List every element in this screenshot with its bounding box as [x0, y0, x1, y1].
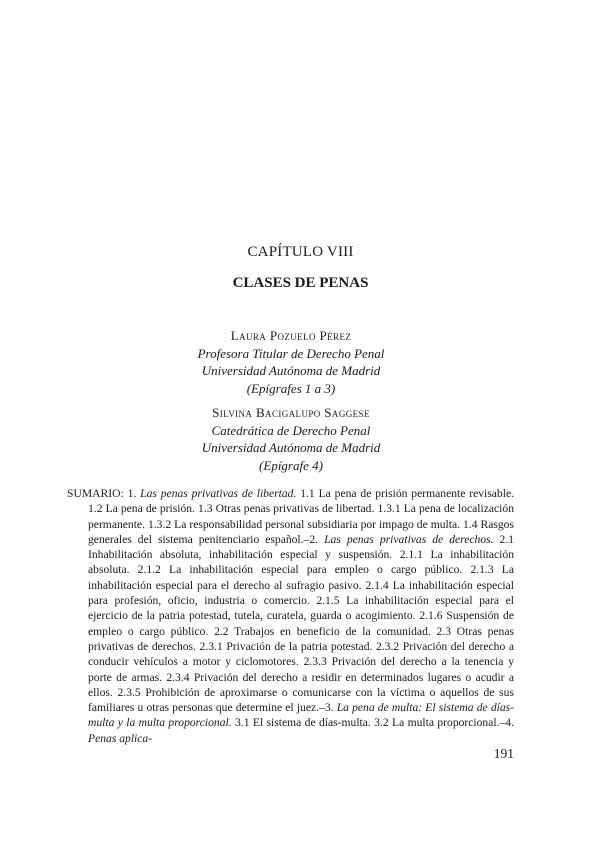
- summary-segment: La pena de multa: El sistema de días-multa y la multa proporcional.: [88, 701, 515, 730]
- summary-segment: 1.1 La pena de prisión permanente revisable. 1.2 La pena de prisión. 1.3 Otras penas privativas de libertad. 1.3.1 La pena de localización permanente. 1.3.2 La responsabilidad personal subsidiaria por impago de multa. 1.4 Rasgos generales del sistema penitenciario español.–2.: [88, 487, 514, 546]
- author-role: Profesora Titular de Derecho Penal: [197, 345, 385, 361]
- author-role: Catedrática de Derecho Penal: [211, 422, 371, 438]
- author-scope: (Epígrafe 4): [259, 457, 323, 473]
- author-name: Laura Pozuelo Pérez: [230, 328, 352, 343]
- summary-label: SUMARIO:: [67, 487, 124, 500]
- author-scope: (Epígrafes 1 a 3): [246, 380, 336, 396]
- summary-segment: Las penas privativas de derechos.: [324, 532, 494, 546]
- summary-segment: Las penas privativas de libertad.: [140, 487, 297, 500]
- summary-segment: Penas aplica-: [88, 731, 153, 745]
- summary-paragraph: [67, 486, 514, 746]
- author-institution: Universidad Autónoma de Madrid: [201, 363, 381, 378]
- author-institution: Universidad Autónoma de Madrid: [201, 440, 381, 455]
- chapter-heading: CAPÍTULO VIII: [247, 244, 354, 260]
- summary-segment: 2.1 Inhabilitación absoluta, inhabilitación especial y suspensión. 2.1.1 La inhabilitación absoluta. 2.1.2 La inhabilitación especial para empleo o cargo público. 2.1.3 La inhabilitación especial para el derecho al sufragio pasivo. 2.1.4 La inhabilitación especial para profesión, oficio, industria o comercio. 2.1.5 La inhabilitación especial para el ejercicio de la patria potestad, tutela, curatela, guarda o acogimiento. 2.1.6 Suspensión de empleo o cargo público. 2.2 Trabajos en beneficio de la comunidad. 2.3 Otras penas privativas de derechos. 2.3.1 Privación de la patria potestad. 2.3.2 Privación del derecho a conducir vehículos a motor y ciclomotores. 2.3.3 Privación del derecho a la tenencia y porte de armas. 2.3.4 Privación del derecho a residir en determinados lugares o acudir a ellos. 2.3.5 Prohibición de aproximarse o comunicarse con la víctima o aquellos de sus familiares u otras personas que determine el juez.–3.: [88, 532, 515, 715]
- author-name: Silvina Bacigalupo Saggese: [212, 405, 370, 420]
- page-number: 191: [493, 746, 514, 761]
- summary-segment: 3.1 El sistema de días-multa. 3.2 La multa proporcional.–4.: [231, 716, 514, 730]
- chapter-title: CLASES DE PENAS: [232, 275, 369, 291]
- author-block-2: [0, 404, 582, 474]
- author-block-1: [0, 327, 582, 397]
- summary-segment: 1.: [127, 487, 141, 500]
